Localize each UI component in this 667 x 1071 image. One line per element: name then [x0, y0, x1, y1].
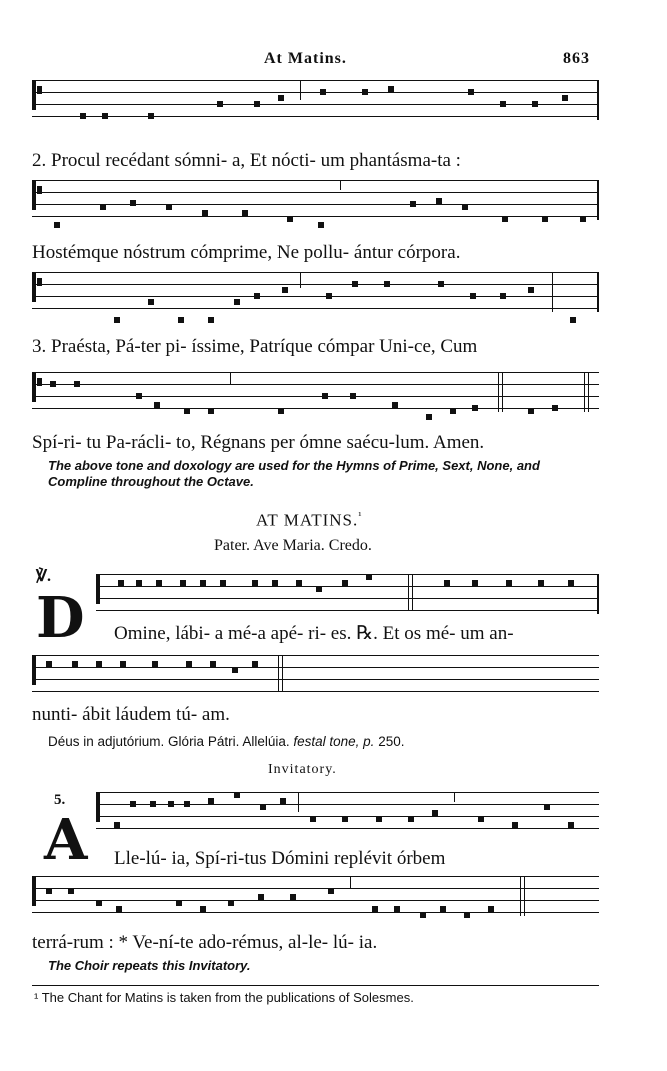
rubric-note: The above tone and doxology are used for the Hymns of Prime, Sext, None, and Compline throughout the Octave.	[48, 458, 540, 489]
footnote: ¹ The Chant for Matins is taken from the publications of Solesmes.	[34, 990, 414, 1005]
hymn-line: Spí-ri- tu Pa-rácli- to, Régnans per ómne saécu-lum. Amen.	[32, 432, 485, 453]
running-title: At Matins.	[264, 50, 347, 67]
drop-initial: A	[44, 807, 88, 873]
section-prayers: Pater. Ave Maria. Credo.	[214, 537, 372, 554]
invitatory-line: terrá-rum : * Ve-ní-te ado-rémus, al-le- lú- ia.	[32, 932, 378, 953]
section-title: AT MATINS.$^{^1}$	[256, 510, 363, 530]
music-staff	[32, 372, 599, 428]
page-number: 863	[563, 50, 590, 67]
music-staff	[32, 655, 599, 711]
music-staff	[96, 792, 599, 848]
versicle-line: Omine, lábi- a mé-a apé- ri- es. ℞. Et os mé- um an-	[114, 623, 514, 644]
versicle-sign: ℣.	[36, 568, 51, 585]
hymn-line: Hostémque nóstrum cómprime, Ne pollu- ántur córpora.	[32, 242, 461, 263]
drop-initial: D	[36, 585, 85, 651]
invitatory-line: Lle-lú- ia, Spí-ri-tus Dómini replévit órbem	[114, 848, 446, 869]
hymn-line: 3. Praésta, Pá-ter pi- íssime, Patríque cómpar Uni-ce, Cum	[32, 336, 478, 357]
mode-number: 5.	[54, 792, 66, 808]
music-staff	[32, 272, 599, 328]
music-staff	[32, 876, 599, 932]
music-staff	[32, 80, 599, 136]
hymn-line: 2. Procul recédant sómni- a, Et nócti- um phantásma-ta :	[32, 150, 461, 171]
music-staff	[32, 180, 599, 236]
invitatory-heading: Invitatory.	[268, 762, 337, 777]
invitatory-rubric: The Choir repeats this Invitatory.	[48, 958, 251, 973]
deus-line: Déus in adjutórium. Glória Pátri. Allelúia. festal tone, p. 250.	[48, 734, 405, 749]
footnote-rule	[32, 985, 599, 986]
versicle-line: nunti- ábit láudem tú- am.	[32, 704, 230, 725]
